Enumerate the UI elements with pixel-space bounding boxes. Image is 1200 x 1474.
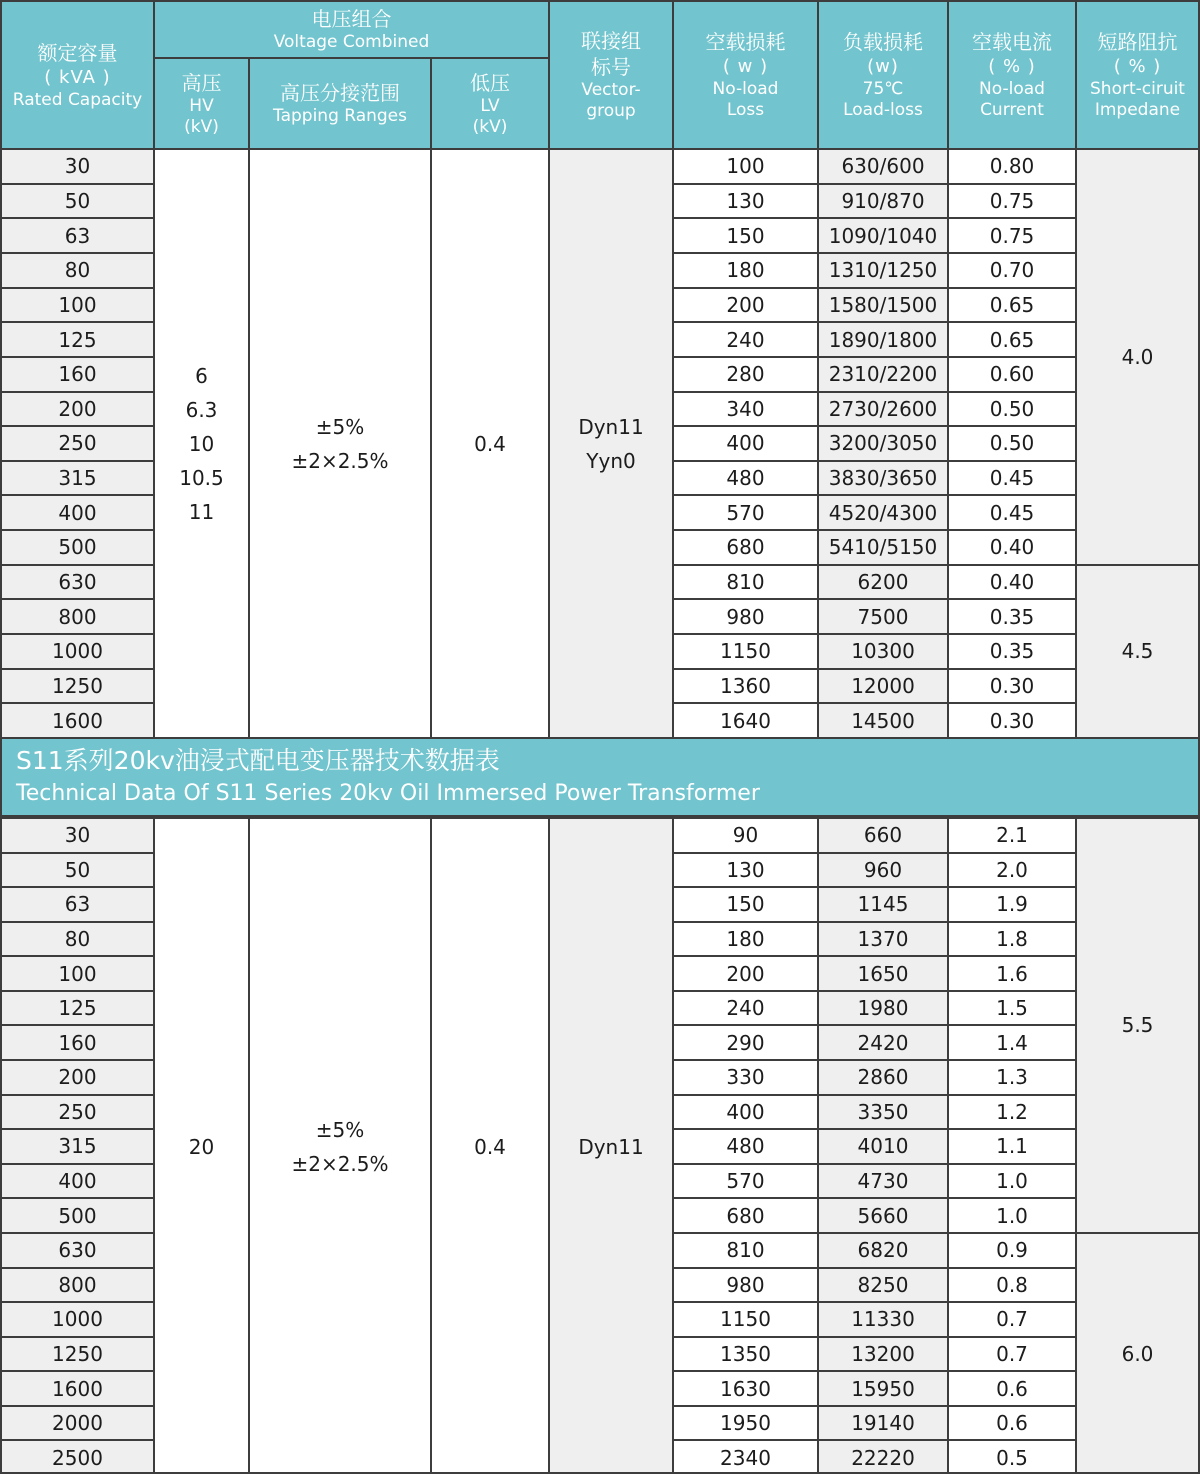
data-section-20kv	[2, 817, 1198, 1474]
capacity-cell: 250	[2, 1096, 153, 1129]
header-line: 75℃	[862, 79, 904, 99]
capacity-cell: 1600	[2, 704, 153, 737]
load-loss-cell: 2310/2200	[819, 358, 947, 391]
header-line: 电压组合	[311, 7, 392, 31]
no-load-current-cell: 1.5	[949, 992, 1075, 1025]
no-load-current-cell: 1.8	[949, 923, 1075, 956]
capacity-cell: 400	[2, 1165, 153, 1198]
header-line: (kV)	[472, 116, 508, 137]
header-line: Impedane	[1094, 100, 1181, 120]
capacity-cell: 125	[2, 992, 153, 1025]
load-loss-cell: 960	[819, 854, 947, 887]
load-loss-cell: 5410/5150	[819, 531, 947, 564]
header-line: Vector-	[581, 80, 641, 100]
no-load-current-cell: 1.3	[949, 1061, 1075, 1094]
capacity-cell: 63	[2, 219, 153, 252]
no-load-current-cell: 0.50	[949, 393, 1075, 426]
header-voltage-combined	[155, 2, 548, 57]
header-line: Rated Capacity	[12, 89, 143, 110]
no-load-loss-cell: 1630	[674, 1372, 817, 1405]
load-loss-cell: 660	[819, 819, 947, 852]
no-load-loss-cell: 2340	[674, 1441, 817, 1474]
header-line: 联接组	[581, 29, 641, 53]
no-load-current-cell: 1.1	[949, 1130, 1075, 1163]
no-load-current-cell: 0.45	[949, 462, 1075, 495]
no-load-loss-cell: 570	[674, 1165, 817, 1198]
load-loss-cell: 630/600	[819, 150, 947, 183]
no-load-current-cell: 0.65	[949, 289, 1075, 322]
load-loss-cell: 11330	[819, 1303, 947, 1336]
load-loss-cell: 1980	[819, 992, 947, 1025]
capacity-cell: 250	[2, 427, 153, 460]
header-line: Loss	[726, 100, 765, 120]
hv-merged-cell-line: 6	[195, 363, 208, 388]
load-loss-cell: 910/870	[819, 185, 947, 218]
header-line: 空载损耗	[705, 30, 786, 54]
no-load-current-cell: 0.35	[949, 600, 1075, 633]
load-loss-cell: 4010	[819, 1130, 947, 1163]
no-load-loss-cell: 200	[674, 289, 817, 322]
load-loss-cell: 3830/3650	[819, 462, 947, 495]
no-load-current-cell: 0.75	[949, 185, 1075, 218]
load-loss-cell: 13200	[819, 1338, 947, 1371]
capacity-cell: 50	[2, 854, 153, 887]
no-load-current-cell: 2.1	[949, 819, 1075, 852]
no-load-loss-cell: 400	[674, 1096, 817, 1129]
header-line: 短路阻抗	[1097, 30, 1178, 54]
vector-group-merged-cell-line: Yyn0	[586, 448, 636, 473]
hv-merged-cell-line: 20	[188, 1134, 215, 1159]
no-load-current-cell: 1.4	[949, 1026, 1075, 1059]
no-load-loss-cell: 1360	[674, 670, 817, 703]
no-load-current-cell: 0.30	[949, 704, 1075, 737]
load-loss-cell: 22220	[819, 1441, 947, 1474]
capacity-cell: 63	[2, 888, 153, 921]
tapping-range-merged-cell-line: ±5%	[315, 414, 365, 439]
no-load-loss-cell: 290	[674, 1026, 817, 1059]
no-load-current-cell: 0.5	[949, 1441, 1075, 1474]
no-load-current-cell: 0.8	[949, 1269, 1075, 1302]
header-line: 负载损耗	[843, 30, 923, 54]
header-no-load-loss	[674, 2, 817, 148]
no-load-loss-cell: 810	[674, 1234, 817, 1267]
no-load-current-cell: 0.6	[949, 1407, 1075, 1440]
no-load-loss-cell: 130	[674, 185, 817, 218]
no-load-loss-cell: 240	[674, 992, 817, 1025]
load-loss-cell: 1580/1500	[819, 289, 947, 322]
no-load-current-cell: 1.6	[949, 957, 1075, 990]
no-load-loss-cell: 680	[674, 531, 817, 564]
no-load-loss-cell: 90	[674, 819, 817, 852]
no-load-loss-cell: 330	[674, 1061, 817, 1094]
capacity-cell: 200	[2, 393, 153, 426]
capacity-cell: 80	[2, 923, 153, 956]
load-loss-cell: 3200/3050	[819, 427, 947, 460]
no-load-loss-cell: 1150	[674, 1303, 817, 1336]
header-lv	[432, 59, 548, 148]
load-loss-cell: 4730	[819, 1165, 947, 1198]
capacity-cell: 500	[2, 1199, 153, 1232]
no-load-current-cell: 0.50	[949, 427, 1075, 460]
no-load-loss-cell: 180	[674, 923, 817, 956]
capacity-cell: 315	[2, 1130, 153, 1163]
tapping-range-merged-cell	[250, 819, 430, 1474]
lv-merged-cell-line: 0.4	[474, 431, 506, 456]
vector-group-merged-cell	[550, 819, 672, 1474]
load-loss-cell: 1090/1040	[819, 219, 947, 252]
header-no-load-current	[949, 2, 1075, 148]
banner-title-en: Technical Data Of S11 Series 20kv Oil Immersed Power Transformer	[16, 781, 760, 806]
header-line: (w)	[867, 56, 899, 77]
no-load-current-cell: 0.9	[949, 1234, 1075, 1267]
header-line: 低压	[470, 70, 510, 95]
capacity-cell: 1250	[2, 670, 153, 703]
capacity-cell: 500	[2, 531, 153, 564]
no-load-loss-cell: 150	[674, 888, 817, 921]
banner-title-zh: S11系列20kv油浸式配电变压器技术数据表	[16, 746, 500, 775]
capacity-cell: 1600	[2, 1372, 153, 1405]
load-loss-cell: 1310/1250	[819, 254, 947, 287]
no-load-loss-cell: 200	[674, 957, 817, 990]
no-load-loss-cell: 340	[674, 393, 817, 426]
header-line: 高压分接范围	[280, 81, 400, 105]
data-section-10kv	[2, 148, 1198, 737]
header-line: Short-ciruit	[1090, 79, 1185, 99]
tapping-range-merged-cell	[250, 150, 430, 737]
no-load-current-cell: 0.75	[949, 219, 1075, 252]
load-loss-cell: 12000	[819, 670, 947, 703]
header-short-circuit-impedance	[1077, 2, 1198, 148]
load-loss-cell: 2420	[819, 1026, 947, 1059]
capacity-cell: 2000	[2, 1407, 153, 1440]
no-load-current-cell: 1.0	[949, 1199, 1075, 1232]
lv-merged-cell	[432, 819, 548, 1474]
capacity-cell: 100	[2, 957, 153, 990]
header-line: Tapping Ranges	[273, 106, 407, 126]
lv-merged-cell	[432, 150, 548, 737]
capacity-cell: 630	[2, 566, 153, 599]
capacity-cell: 1000	[2, 1303, 153, 1336]
no-load-current-cell: 0.80	[949, 150, 1075, 183]
no-load-current-cell: 0.6	[949, 1372, 1075, 1405]
no-load-loss-cell: 480	[674, 462, 817, 495]
vector-group-merged-cell-line: Dyn11	[578, 1134, 644, 1159]
header-line: ( % )	[988, 56, 1036, 77]
no-load-loss-cell: 570	[674, 496, 817, 529]
no-load-current-cell: 2.0	[949, 854, 1075, 887]
header-line: (kV)	[184, 116, 219, 137]
no-load-current-cell: 0.40	[949, 531, 1075, 564]
header-line: Load-loss	[843, 100, 923, 120]
hv-merged-cell-line: 11	[188, 499, 215, 524]
header-line: ( kVA )	[44, 66, 111, 88]
no-load-loss-cell: 150	[674, 219, 817, 252]
no-load-loss-cell: 1150	[674, 635, 817, 668]
load-loss-cell: 6200	[819, 566, 947, 599]
no-load-loss-cell: 1350	[674, 1338, 817, 1371]
table-header	[2, 2, 1198, 148]
hv-merged-cell	[155, 819, 248, 1474]
header-rated-capacity	[2, 2, 153, 148]
no-load-current-cell: 0.30	[949, 670, 1075, 703]
no-load-loss-cell: 400	[674, 427, 817, 460]
no-load-loss-cell: 980	[674, 1269, 817, 1302]
no-load-loss-cell: 1640	[674, 704, 817, 737]
capacity-cell: 30	[2, 819, 153, 852]
capacity-cell: 160	[2, 358, 153, 391]
no-load-loss-cell: 1950	[674, 1407, 817, 1440]
tapping-range-merged-cell-line: ±2×2.5%	[291, 448, 389, 473]
no-load-loss-cell: 980	[674, 600, 817, 633]
capacity-cell: 80	[2, 254, 153, 287]
impedance-group-cell: 4.5	[1077, 566, 1198, 737]
load-loss-cell: 4520/4300	[819, 496, 947, 529]
no-load-current-cell: 0.65	[949, 323, 1075, 356]
capacity-cell: 160	[2, 1026, 153, 1059]
load-loss-cell: 3350	[819, 1096, 947, 1129]
load-loss-cell: 2730/2600	[819, 393, 947, 426]
load-loss-cell: 1370	[819, 923, 947, 956]
header-line: No-load	[979, 79, 1045, 99]
load-loss-cell: 10300	[819, 635, 947, 668]
load-loss-cell: 19140	[819, 1407, 947, 1440]
header-line: group	[586, 101, 636, 121]
no-load-loss-cell: 180	[674, 254, 817, 287]
header-line: 高压	[181, 70, 222, 95]
header-line: HV	[189, 95, 214, 116]
vector-group-merged-cell	[550, 150, 672, 737]
header-line: Current	[980, 100, 1044, 120]
header-line: LV	[480, 95, 500, 116]
no-load-current-cell: 0.7	[949, 1338, 1075, 1371]
impedance-group-cell: 5.5	[1077, 819, 1198, 1232]
no-load-loss-cell: 130	[674, 854, 817, 887]
no-load-loss-cell: 280	[674, 358, 817, 391]
no-load-current-cell: 1.0	[949, 1165, 1075, 1198]
load-loss-cell: 8250	[819, 1269, 947, 1302]
lv-merged-cell-line: 0.4	[474, 1134, 506, 1159]
tapping-range-merged-cell-line: ±2×2.5%	[291, 1151, 389, 1176]
capacity-cell: 2500	[2, 1441, 153, 1474]
capacity-cell: 800	[2, 600, 153, 633]
section2-title-banner	[2, 737, 1198, 817]
no-load-current-cell: 1.9	[949, 888, 1075, 921]
capacity-cell: 50	[2, 185, 153, 218]
load-loss-cell: 15950	[819, 1372, 947, 1405]
no-load-current-cell: 0.35	[949, 635, 1075, 668]
no-load-loss-cell: 100	[674, 150, 817, 183]
capacity-cell: 125	[2, 323, 153, 356]
capacity-cell: 1250	[2, 1338, 153, 1371]
load-loss-cell: 7500	[819, 600, 947, 633]
load-loss-cell: 14500	[819, 704, 947, 737]
header-line: No-load	[712, 79, 779, 99]
no-load-current-cell: 0.70	[949, 254, 1075, 287]
header-line: 标号	[591, 55, 631, 79]
no-load-current-cell: 0.60	[949, 358, 1075, 391]
vector-group-merged-cell-line: Dyn11	[578, 414, 644, 439]
header-line: Voltage Combined	[273, 32, 430, 52]
capacity-cell: 630	[2, 1234, 153, 1267]
hv-merged-cell	[155, 150, 248, 737]
header-tapping-ranges	[250, 59, 430, 148]
load-loss-cell: 1145	[819, 888, 947, 921]
hv-merged-cell-line: 10.5	[179, 465, 224, 490]
no-load-loss-cell: 810	[674, 566, 817, 599]
capacity-cell: 30	[2, 150, 153, 183]
header-hv	[155, 59, 248, 148]
no-load-loss-cell: 680	[674, 1199, 817, 1232]
no-load-loss-cell: 240	[674, 323, 817, 356]
load-loss-cell: 2860	[819, 1061, 947, 1094]
capacity-cell: 100	[2, 289, 153, 322]
load-loss-cell: 5660	[819, 1199, 947, 1232]
tapping-range-merged-cell-line: ±5%	[315, 1117, 365, 1142]
load-loss-cell: 1890/1800	[819, 323, 947, 356]
capacity-cell: 1000	[2, 635, 153, 668]
no-load-current-cell: 1.2	[949, 1096, 1075, 1129]
hv-merged-cell-line: 10	[188, 431, 215, 456]
capacity-cell: 200	[2, 1061, 153, 1094]
header-line: ( w )	[722, 56, 769, 77]
header-line: 空载电流	[972, 30, 1052, 54]
header-load-loss	[819, 2, 947, 148]
no-load-loss-cell: 480	[674, 1130, 817, 1163]
impedance-group-cell: 6.0	[1077, 1234, 1198, 1474]
header-line: 额定容量	[37, 40, 118, 65]
no-load-current-cell: 0.40	[949, 566, 1075, 599]
no-load-current-cell: 0.45	[949, 496, 1075, 529]
load-loss-cell: 1650	[819, 957, 947, 990]
impedance-group-cell: 4.0	[1077, 150, 1198, 564]
header-line: ( % )	[1113, 56, 1162, 77]
capacity-cell: 400	[2, 496, 153, 529]
no-load-current-cell: 0.7	[949, 1303, 1075, 1336]
hv-merged-cell-line: 6.3	[185, 397, 218, 422]
capacity-cell: 315	[2, 462, 153, 495]
load-loss-cell: 6820	[819, 1234, 947, 1267]
capacity-cell: 800	[2, 1269, 153, 1302]
header-vector-group	[550, 2, 672, 148]
